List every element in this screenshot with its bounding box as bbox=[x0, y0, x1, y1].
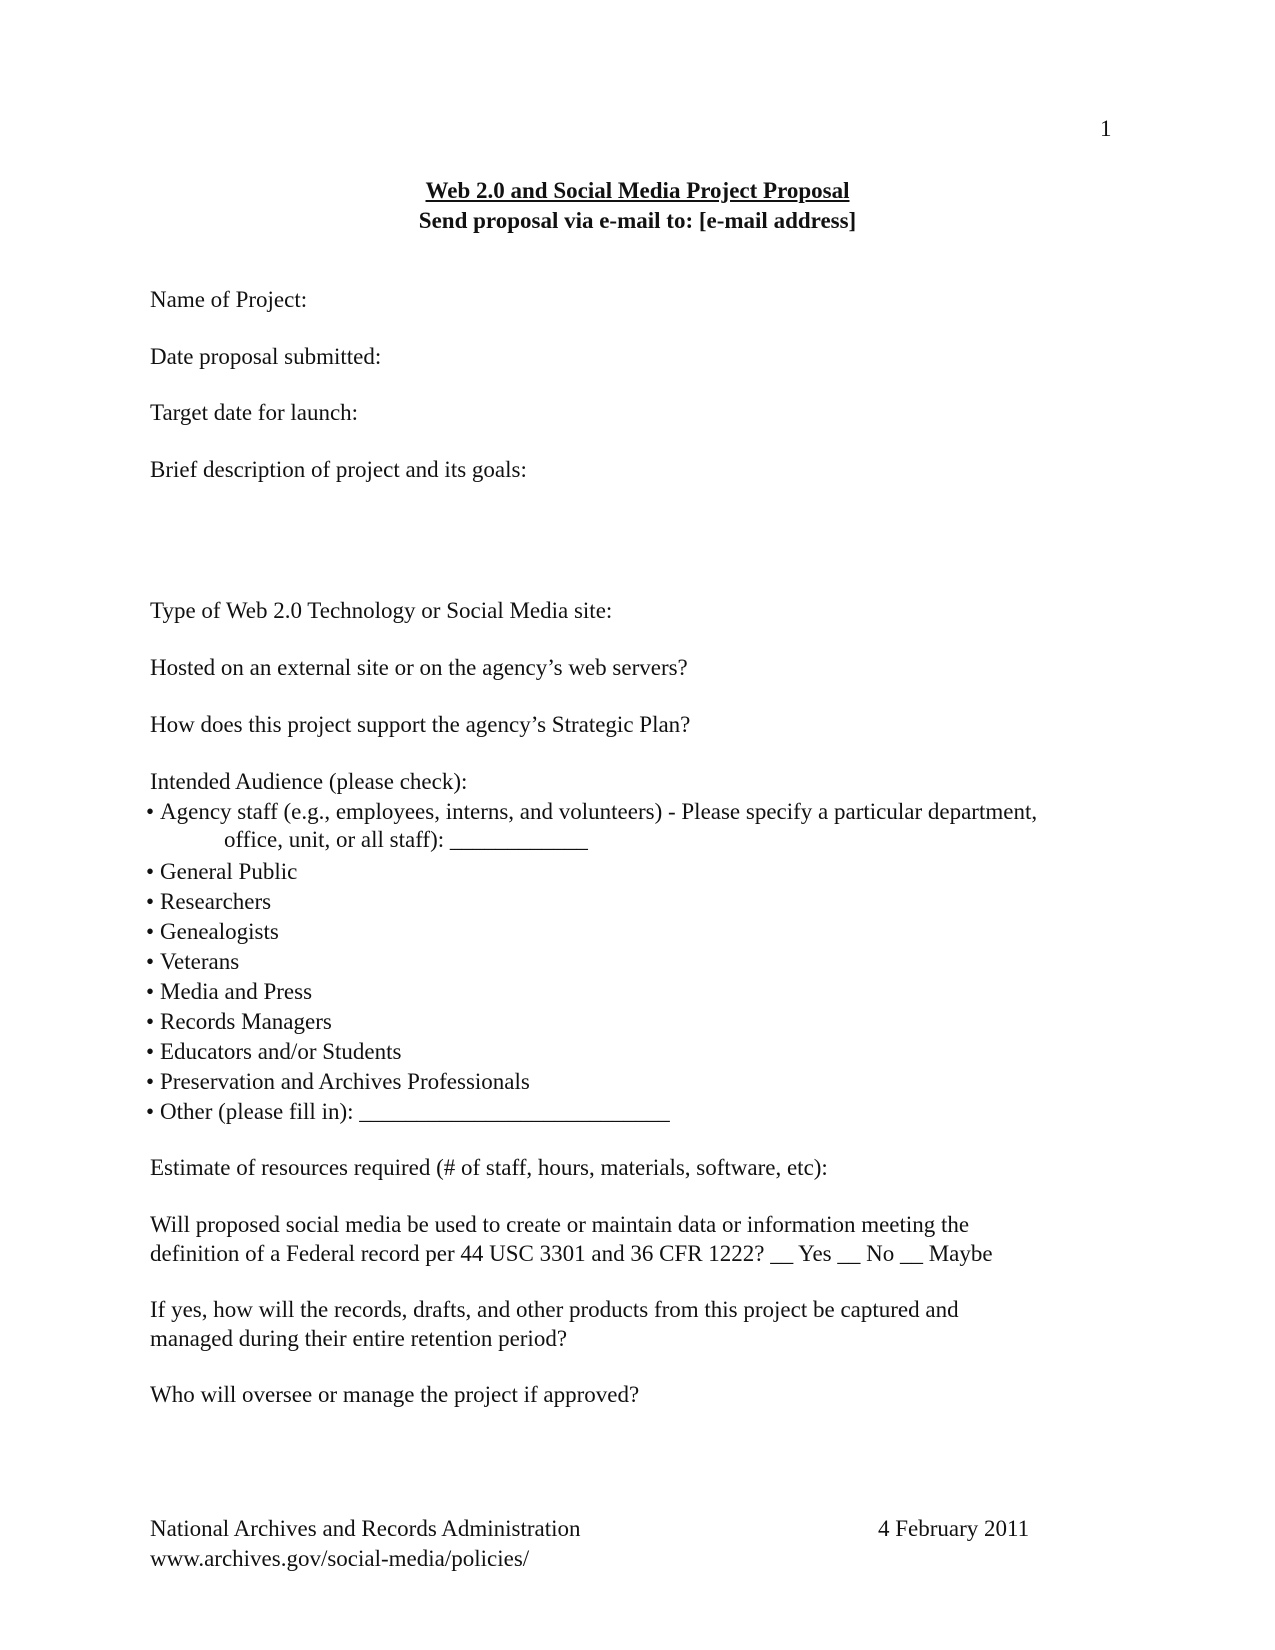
audience-item-label: Educators and/or Students bbox=[160, 1039, 402, 1064]
if-yes-question-line2: managed during their entire retention period? bbox=[150, 1326, 568, 1351]
field-hosted: Hosted on an external site or on the agency’s web servers? bbox=[150, 655, 688, 680]
field-brief-description: Brief description of project and its goals: bbox=[150, 457, 527, 482]
audience-item-label: Genealogists bbox=[160, 919, 279, 944]
audience-item-label: Other (please fill in): ___________________________ bbox=[160, 1099, 670, 1124]
audience-item-label: Veterans bbox=[160, 949, 240, 974]
bullet-icon: • bbox=[145, 979, 155, 1004]
audience-item-educators-students[interactable] bbox=[140, 1037, 401, 1067]
field-date-submitted: Date proposal submitted: bbox=[150, 344, 382, 369]
federal-record-question-line2: definition of a Federal record per 44 USC 3301 and 36 CFR 1222? __ Yes __ No __ Maybe bbox=[150, 1241, 993, 1266]
audience-item-genealogists[interactable] bbox=[140, 917, 279, 947]
footer-organization: National Archives and Records Administration bbox=[150, 1516, 581, 1541]
audience-item-other[interactable] bbox=[140, 1097, 670, 1127]
document-header bbox=[0, 176, 1275, 236]
audience-item-label: Records Managers bbox=[160, 1009, 332, 1034]
bullet-icon: • bbox=[145, 1009, 155, 1034]
audience-heading: Intended Audience (please check): bbox=[150, 769, 468, 794]
field-target-date: Target date for launch: bbox=[150, 400, 359, 425]
footer-left bbox=[150, 1514, 581, 1574]
if-yes-question-line1: If yes, how will the records, drafts, and other products from this project be captured and bbox=[150, 1297, 959, 1322]
audience-item-media-press[interactable] bbox=[140, 977, 312, 1007]
document-title: Web 2.0 and Social Media Project Proposal bbox=[425, 178, 850, 203]
bullet-icon: • bbox=[145, 949, 155, 974]
bullet-icon: • bbox=[145, 799, 155, 824]
audience-item-agency-staff[interactable] bbox=[140, 797, 1037, 827]
page-number: 1 bbox=[1100, 116, 1112, 141]
bullet-icon: • bbox=[145, 1039, 155, 1064]
audience-item-veterans[interactable] bbox=[140, 947, 239, 977]
document-subtitle: Send proposal via e-mail to: [e-mail address] bbox=[418, 208, 857, 233]
audience-staff-continuation: office, unit, or all staff): ____________ bbox=[224, 827, 588, 852]
audience-item-label: Preservation and Archives Professionals bbox=[160, 1069, 530, 1094]
bullet-icon: • bbox=[145, 889, 155, 914]
bullet-icon: • bbox=[145, 859, 155, 884]
field-resources: Estimate of resources required (# of staff, hours, materials, software, etc): bbox=[150, 1155, 828, 1180]
audience-item-preservation-archives[interactable] bbox=[140, 1067, 530, 1097]
audience-item-general-public[interactable] bbox=[140, 857, 297, 887]
field-name-of-project: Name of Project: bbox=[150, 287, 308, 312]
field-oversee: Who will oversee or manage the project if approved? bbox=[150, 1382, 640, 1407]
audience-item-label: Researchers bbox=[160, 889, 272, 914]
audience-item-records-managers[interactable] bbox=[140, 1007, 332, 1037]
bullet-icon: • bbox=[145, 919, 155, 944]
footer-url[interactable]: www.archives.gov/social-media/policies/ bbox=[150, 1546, 530, 1571]
field-technology-type: Type of Web 2.0 Technology or Social Media site: bbox=[150, 598, 613, 623]
audience-item-researchers[interactable] bbox=[140, 887, 271, 917]
footer-date: 4 February 2011 bbox=[878, 1516, 1030, 1541]
audience-item-label: Media and Press bbox=[160, 979, 313, 1004]
audience-item-label: General Public bbox=[160, 859, 298, 884]
bullet-icon: • bbox=[145, 1099, 155, 1124]
bullet-icon: • bbox=[145, 1069, 155, 1094]
field-strategic-plan: How does this project support the agency’s Strategic Plan? bbox=[150, 712, 691, 737]
audience-item-label: Agency staff (e.g., employees, interns, and volunteers) - Please specify a particular department, bbox=[160, 799, 1038, 824]
federal-record-question-line1: Will proposed social media be used to create or maintain data or information meeting the bbox=[150, 1212, 970, 1237]
